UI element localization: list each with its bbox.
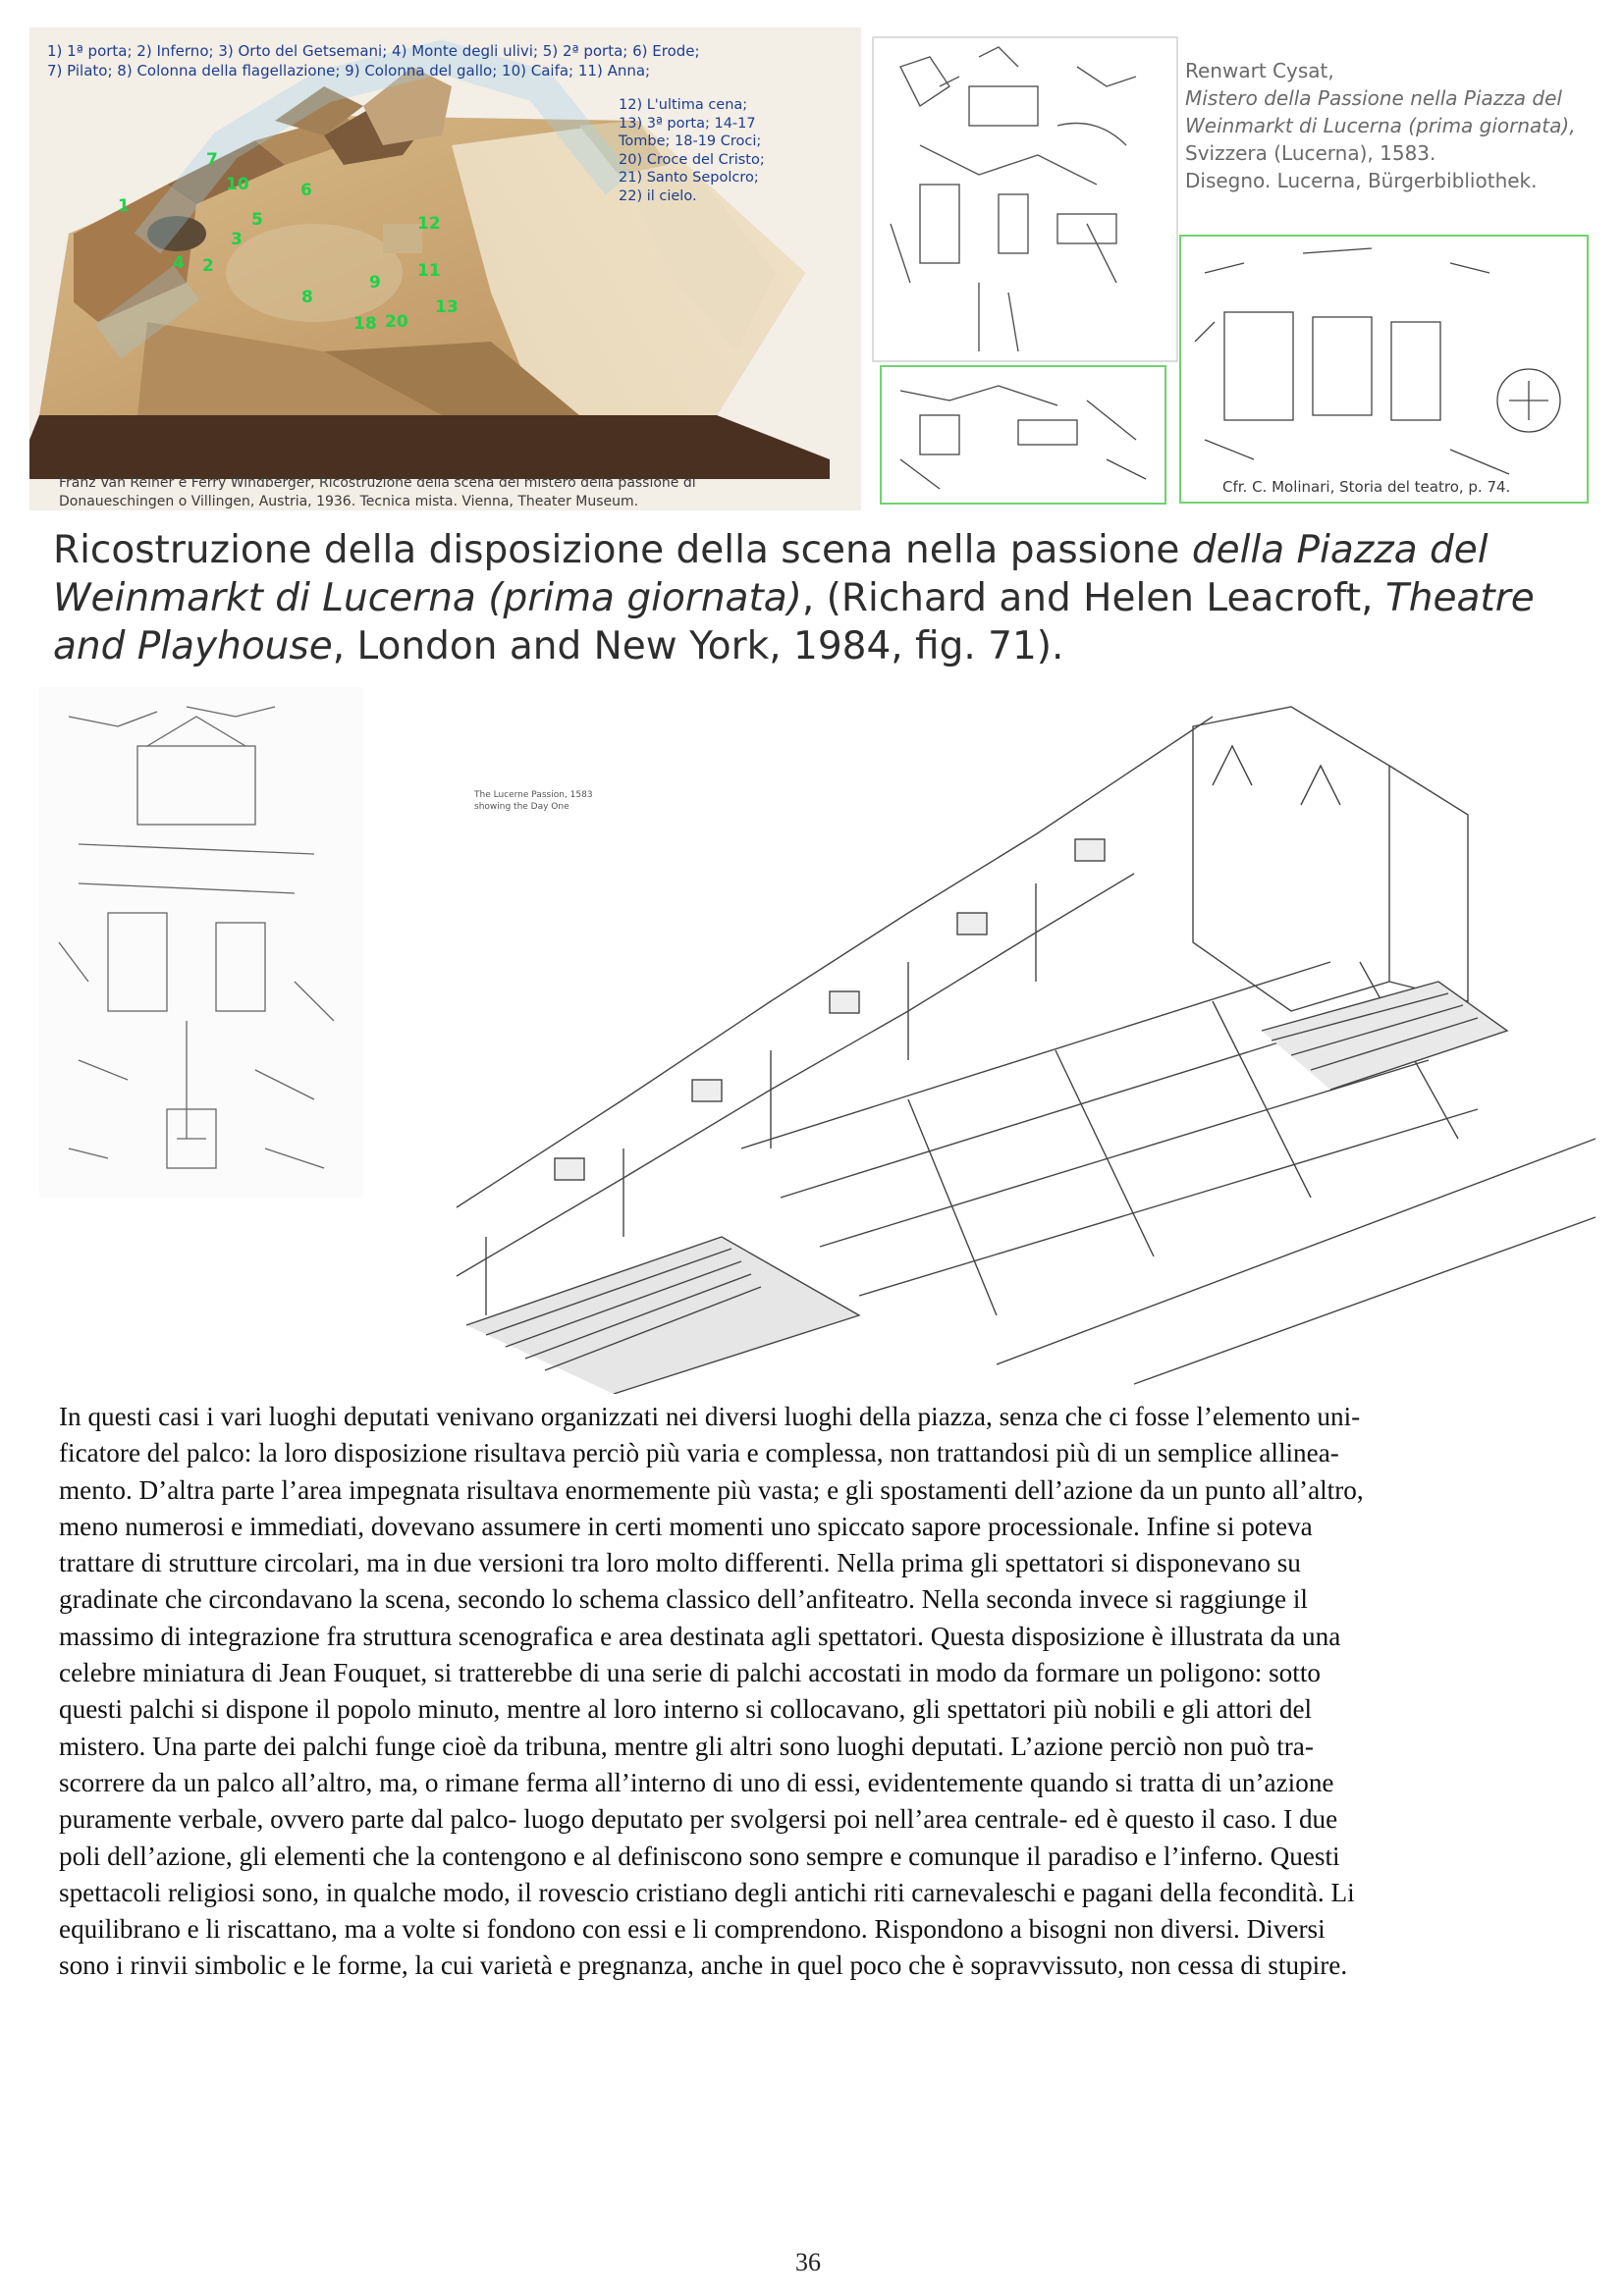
model-marker: 7 bbox=[206, 150, 218, 170]
lucerne-sketch-figure bbox=[39, 687, 363, 1198]
body-line: massimo di integrazione fra struttura scenografica e area destinata agli spettatori. Questa disposizione è illustrata da una bbox=[59, 1621, 1341, 1651]
drawing-caption-2: showing the Day One bbox=[474, 802, 569, 812]
model-photo-figure bbox=[29, 27, 874, 510]
cysat-caption-line: Disegno. Lucerna, Bürgerbibliothek. bbox=[1185, 169, 1538, 192]
model-caption-line: 7) Pilato; 8) Colonna della flagellazione; 9) Colonna del gallo; 10) Caifa; 11) Anna; bbox=[47, 62, 651, 80]
model-marker: 13 bbox=[435, 297, 459, 317]
model-legend-line: 12) L'ultima cena; bbox=[619, 97, 748, 113]
model-legend-line: 13) 3ª porta; 14-17 bbox=[619, 115, 756, 132]
model-marker: 20 bbox=[385, 312, 408, 332]
cysat-caption-line: Weinmarkt di Lucerna (prima giornata), bbox=[1185, 114, 1576, 137]
model-marker: 10 bbox=[226, 175, 249, 194]
heading-line-1 bbox=[53, 526, 1585, 574]
model-legend-line: 20) Croce del Cristo; bbox=[619, 151, 765, 168]
model-marker: 6 bbox=[300, 181, 312, 200]
cysat-credit: Cfr. C. Molinari, Storia del teatro, p. 74. bbox=[1222, 478, 1511, 496]
body-line: In questi casi i vari luoghi deputati venivano organizzati nei diversi luoghi della piazza, senza che ci fosse l’elemento uni- bbox=[59, 1402, 1361, 1431]
heading-italic: Weinmarkt di Lucerna (prima giornata) bbox=[53, 576, 802, 620]
figure-heading bbox=[53, 526, 1585, 670]
isometric-drawing-illustration bbox=[447, 687, 1600, 1394]
body-line: equilibrano e li riscattano, ma a volte si fondono con essi e li comprendono. Rispondono a bisogni non diversi. Diversi bbox=[59, 1914, 1326, 1945]
isometric-drawing-figure bbox=[447, 687, 1600, 1394]
model-caption bbox=[47, 41, 700, 80]
model-marker: 18 bbox=[353, 314, 377, 334]
body-line: poli dell’azione, gli elementi che la contengono e al definiscono sono sempre e comunque il paradiso e l’inferno. Questi bbox=[59, 1841, 1340, 1871]
model-legend bbox=[619, 96, 765, 205]
model-marker: 4 bbox=[173, 253, 185, 273]
body-line: trattare di strutture circolari, ma in due versioni tra loro molto differenti. Nella prima gli spettatori si disponevano su bbox=[59, 1548, 1301, 1578]
heading-italic: Theatre bbox=[1384, 576, 1535, 620]
body-line: mistero. Una parte dei palchi funge cioè da tribuna, mentre gli altri sono luoghi deputati. L’azione perciò non può tra- bbox=[59, 1731, 1314, 1761]
model-caption-line: 1) 1ª porta; 2) Inferno; 3) Orto del Getsemani; 4) Monte degli ulivi; 5) 2ª porta; 6) Erode; bbox=[47, 42, 700, 60]
model-marker: 2 bbox=[202, 256, 214, 276]
page-number: 36 bbox=[795, 2248, 821, 2276]
body-line: puramente verbale, ovvero parte dal palco- luogo deputato per svolgersi poi nell’area centrale- ed è questo il caso. I due bbox=[59, 1804, 1338, 1835]
heading-line-2 bbox=[53, 574, 1585, 622]
body-line: celebre miniatura di Jean Fouquet, si tratterebbe di una serie di palchi accostati in modo da formare un poligono: sotto bbox=[59, 1658, 1321, 1688]
body-line: ficatore del palco: la loro disposizione risultava perciò più varia e complessa, non trattandosi più di un semplice allinea- bbox=[59, 1438, 1339, 1468]
cysat-caption bbox=[1185, 57, 1576, 194]
cysat-caption-line: Mistero della Passione nella Piazza del bbox=[1185, 86, 1562, 110]
model-legend-line: Tombe; 18-19 Croci; bbox=[619, 133, 762, 149]
model-credit-line: Donaueschingen o Villingen, Austria, 1936. Tecnica mista. Vienna, Theater Museum. bbox=[59, 494, 639, 509]
model-marker: 5 bbox=[251, 210, 263, 230]
model-marker: 3 bbox=[231, 230, 243, 249]
body-line: meno numerosi e immediati, dovevano assumere in certi momenti uno spiccato sapore processionale. Infine si poteva bbox=[59, 1511, 1313, 1541]
model-credit bbox=[59, 474, 696, 510]
heading-text: , London and New York, 1984, fig. 71). bbox=[332, 624, 1064, 668]
model-credit-line: Franz Van Reiner e Ferry Windberger, Ricostruzione della scena del mistero della passione di bbox=[59, 475, 696, 491]
body-paragraph bbox=[59, 1399, 1566, 1985]
heading-text: Ricostruzione della disposizione della scena nella passione bbox=[53, 528, 1192, 572]
cysat-caption-line: Svizzera (Lucerna), 1583. bbox=[1185, 141, 1436, 165]
body-line: mento. D’altra parte l’area impegnata risultava enormemente più vasta; e gli spostamenti dell’azione da un punto all’altro, bbox=[59, 1474, 1364, 1505]
body-line: questi palchi si dispone il popolo minuto, mentre al loro interno si collocavano, gli spettatori più nobili e gli attori del bbox=[59, 1694, 1313, 1725]
heading-italic: della Piazza del bbox=[1191, 528, 1489, 572]
lucerne-sketch-illustration bbox=[39, 687, 363, 1198]
heading-line-3 bbox=[53, 622, 1585, 670]
body-line: sono i rinvii simbolic e le forme, la cui varietà e pregnanza, anche in quel poco che è sopravvissuto, non cessa di stupire. bbox=[59, 1950, 1348, 1981]
cysat-caption-line: Renwart Cysat, bbox=[1185, 59, 1334, 82]
model-marker: 8 bbox=[301, 288, 313, 307]
heading-text: , (Richard and Helen Leacroft, bbox=[801, 576, 1385, 620]
body-line: scorrere da un palco all’altro, ma, o rimane ferma all’interno di uno di essi, evidentemente quando si tratta di un’azione bbox=[59, 1767, 1334, 1797]
model-marker: 1 bbox=[118, 196, 130, 216]
body-line: gradinate che circondavano la scena, secondo lo schema classico dell’anfiteatro. Nella seconda invece si raggiunge il bbox=[59, 1584, 1308, 1615]
model-legend-line: 21) Santo Sepolcro; bbox=[619, 170, 759, 186]
drawing-caption-1: The Lucerne Passion, 1583 bbox=[474, 790, 593, 800]
model-legend-line: 22) il cielo. bbox=[619, 187, 697, 204]
cysat-drawing-figure bbox=[861, 27, 1597, 510]
model-marker: 12 bbox=[417, 214, 441, 234]
heading-italic: and Playhouse bbox=[53, 624, 333, 668]
body-line: spettacoli religiosi sono, in qualche modo, il rovescio cristiano degli antichi riti carnevaleschi e pagani della fecondità. Li bbox=[59, 1877, 1355, 1907]
model-marker: 11 bbox=[417, 261, 441, 281]
model-marker: 9 bbox=[369, 273, 381, 293]
